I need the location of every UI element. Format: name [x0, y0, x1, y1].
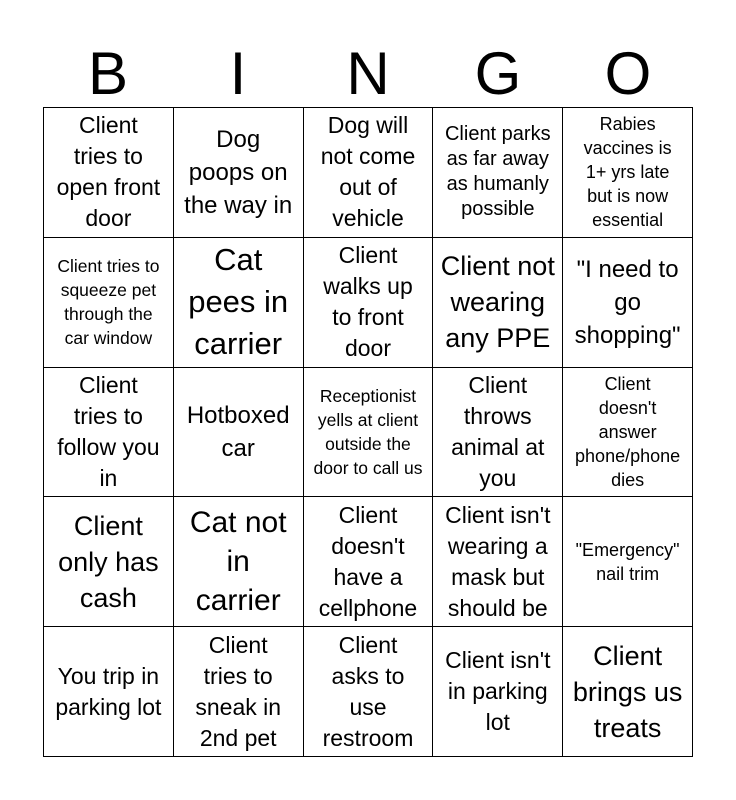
cell-text: Client only has cash [58, 510, 159, 613]
bingo-cell-r3-c5[interactable] [563, 368, 693, 498]
bingo-cell-r2-c2[interactable] [174, 238, 304, 368]
cell-text: Client isn't wearing a mask but should be [445, 501, 551, 621]
bingo-cell-r2-c5[interactable] [563, 238, 693, 368]
bingo-title [43, 40, 693, 108]
bingo-cell-r5-c1[interactable] [44, 627, 174, 757]
cell-text: Client throws animal at you [451, 371, 545, 491]
title-letter-n: N [346, 40, 390, 107]
bingo-cell-r5-c5[interactable] [563, 627, 693, 757]
bingo-cell-r4-c1[interactable] [44, 497, 174, 627]
title-letter-i: I [229, 40, 247, 107]
bingo-cell-r3-c1[interactable] [44, 368, 174, 498]
cell-text: Cat not in carrier [189, 506, 287, 618]
bingo-cell-r2-c1[interactable] [44, 238, 174, 368]
cell-text: Receptionist yells at client outside the door to call us [313, 385, 423, 478]
bingo-cell-r5-c3[interactable] [304, 627, 434, 757]
cell-text: Client tries to squeeze pet through the car window [57, 256, 160, 349]
cell-text: Rabies vaccines is 1+ yrs late but is now essential [583, 114, 672, 231]
cell-text: Client isn't in parking lot [445, 647, 551, 736]
bingo-board [43, 107, 693, 757]
bingo-cell-r3-c3[interactable] [304, 368, 434, 498]
cell-text: Hotboxed car [186, 401, 290, 462]
cell-text: You trip in parking lot [55, 662, 162, 720]
bingo-cell-r4-c2[interactable] [174, 497, 304, 627]
bingo-cell-r3-c4[interactable] [433, 368, 563, 498]
cell-text: Client parks as far away as humanly possible [444, 123, 551, 221]
cell-text: Client tries to sneak in 2nd pet [195, 631, 282, 751]
cell-text: Dog poops on the way in [184, 125, 293, 219]
bingo-cell-r4-c5[interactable] [563, 497, 693, 627]
bingo-cell-r1-c4[interactable] [433, 108, 563, 238]
cell-text: Client doesn't answer phone/phone dies [575, 373, 681, 490]
cell-text: Client walks up to front door [323, 242, 413, 362]
bingo-cell-r5-c2[interactable] [174, 627, 304, 757]
title-letter-b: B [87, 40, 129, 107]
bingo-cell-r4-c4[interactable] [433, 497, 563, 627]
bingo-cell-r1-c5[interactable] [563, 108, 693, 238]
title-letter-g: G [474, 40, 522, 107]
cell-text: Cat pees in carrier [188, 242, 289, 362]
bingo-cell-r1-c3[interactable] [304, 108, 434, 238]
cell-text: Client tries to follow you in [57, 371, 160, 491]
cell-text: Dog will not come out of vehicle [320, 112, 416, 232]
cell-text: Client asks to use restroom [322, 631, 414, 751]
cell-text: "Emergency" nail trim [575, 539, 680, 584]
bingo-cell-r3-c2[interactable] [174, 368, 304, 498]
cell-text: Client tries to open front door [56, 112, 161, 232]
cell-text: "I need to go shopping" [574, 255, 681, 349]
title-letter-o: O [604, 40, 652, 107]
bingo-cell-r1-c1[interactable] [44, 108, 174, 238]
cell-text: Client brings us treats [572, 640, 683, 743]
bingo-cell-r4-c3[interactable] [304, 497, 434, 627]
cell-text: Client doesn't have a cellphone [318, 501, 418, 621]
bingo-cell-r1-c2[interactable] [174, 108, 304, 238]
bingo-cell-r5-c4[interactable] [433, 627, 563, 757]
bingo-cell-r2-c4[interactable] [433, 238, 563, 368]
cell-text: Client not wearing any PPE [440, 251, 555, 354]
bingo-cell-r2-c3[interactable] [304, 238, 434, 368]
